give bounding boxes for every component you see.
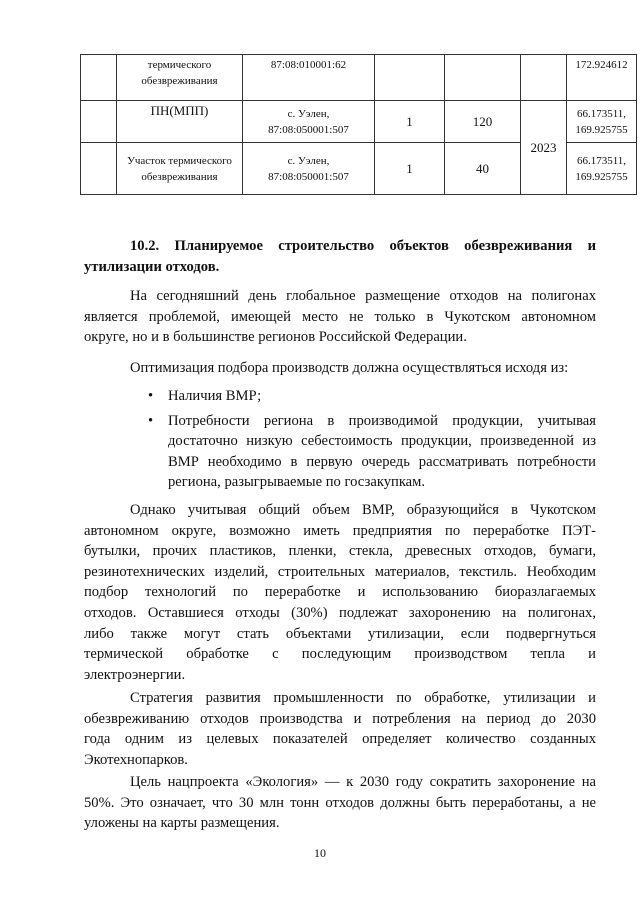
- table-cell: 66.173511, 169.925755: [567, 101, 637, 143]
- text-line: Оптимизация подбора производств должна осуществляться исходя из:: [130, 360, 569, 376]
- text-line: 50%. Это означает, что 30 млн тонн отходов должны быть переработаны, а не: [84, 794, 596, 811]
- table-cell: 120: [445, 101, 521, 143]
- text-line: отходов. Оставшиеся отходы (30%) подлежат захоронению на полигонах,: [84, 604, 596, 621]
- table-cell: 40: [445, 143, 521, 195]
- text-line: термической обработке с последующим производством тепла и: [84, 646, 596, 663]
- list-item: [84, 386, 596, 407]
- table-cell: ПН(МПП): [117, 101, 243, 143]
- bullet-icon: •: [148, 388, 154, 404]
- text-line: Стратегия развития промышленности по обработке, утилизации и: [130, 690, 596, 706]
- paragraph: [84, 772, 596, 834]
- paragraph: [84, 286, 596, 348]
- bullet-list: [84, 386, 596, 493]
- text-line: региона, разыгрываемые по госзакупкам.: [168, 474, 426, 491]
- text-line: подбор технологий по переработке и использованию биоразлагаемых: [84, 584, 596, 601]
- page-number: 10: [314, 846, 326, 860]
- text-line: округе, но и в большинстве регионов Российской Федерации.: [84, 329, 467, 346]
- heading-line: 10.2. Планируемое строительство объектов обезвреживания и: [130, 238, 596, 254]
- table-cell: 66.173511, 169.925755: [567, 143, 637, 195]
- table-cell: Участок термического обезвреживания: [117, 143, 243, 195]
- table-cell: 2023: [521, 101, 567, 195]
- text-line: автономном округе, возможно иметь предприятия по переработке ПЭТ-: [84, 522, 596, 539]
- waste-facilities-table: [80, 54, 637, 195]
- table-row: [81, 55, 637, 101]
- paragraph: [84, 358, 596, 379]
- section-heading: [84, 236, 596, 277]
- text-line: Наличия ВМР;: [168, 388, 262, 404]
- table-cell: с. Уэлен, 87:08:050001:507: [243, 143, 375, 195]
- table-cell: [81, 143, 117, 195]
- table-cell: [445, 55, 521, 101]
- bullet-icon: •: [148, 412, 154, 429]
- text-line: бутылки, прочих пластиков, пленки, стекла, древесных отходов, бумаги,: [84, 543, 596, 560]
- heading-line: утилизации отходов.: [84, 258, 220, 275]
- table-cell: 1: [375, 143, 445, 195]
- text-line: Экотехнопарков.: [84, 751, 188, 768]
- text-line: обезвреживанию отходов производства и потребления на период до 2030: [84, 710, 596, 727]
- table-cell: 1: [375, 101, 445, 143]
- table-row: [81, 101, 637, 143]
- text-line: либо также могут стать объектами утилизации, если подвергнуться: [84, 625, 596, 642]
- table-cell: [521, 55, 567, 101]
- table-cell: 87:08:010001:62: [243, 55, 375, 101]
- text-line: резинотехнических изделий, строительных материалов, текстиль. Необходим: [84, 563, 596, 580]
- text-line: является проблемой, имеющей место не только в Чукотском автономном: [84, 308, 596, 325]
- table-cell: [81, 101, 117, 143]
- table-cell: 172.924612: [567, 55, 637, 101]
- text-line: На сегодняшний день глобальное размещение отходов на полигонах: [130, 288, 596, 304]
- table-cell: термического обезвреживания: [117, 55, 243, 101]
- text-line: Потребности региона в производимой продукции, учитывая: [168, 412, 596, 429]
- text-line: Цель нацпроекта «Экология» — к 2030 году сократить захоронение на: [130, 774, 596, 790]
- paragraph: [84, 500, 596, 685]
- table-cell: [375, 55, 445, 101]
- paragraph: [84, 688, 596, 770]
- text-line: Однако учитывая общий объем ВМР, образующийся в Чукотском: [130, 502, 596, 518]
- text-line: электроэнергии.: [84, 666, 186, 683]
- list-item: [84, 411, 596, 493]
- text-line: ВМР необходимо в первую очередь рассматривать потребности: [168, 453, 596, 470]
- text-line: уложены на карты размещения.: [84, 815, 280, 832]
- table-cell: [81, 55, 117, 101]
- text-line: достаточно низкую себестоимость продукции, произведенной из: [168, 433, 596, 450]
- text-line: года одним из целевых показателей определяет количество созданных: [84, 731, 596, 748]
- table-cell: с. Уэлен, 87:08:050001:507: [243, 101, 375, 143]
